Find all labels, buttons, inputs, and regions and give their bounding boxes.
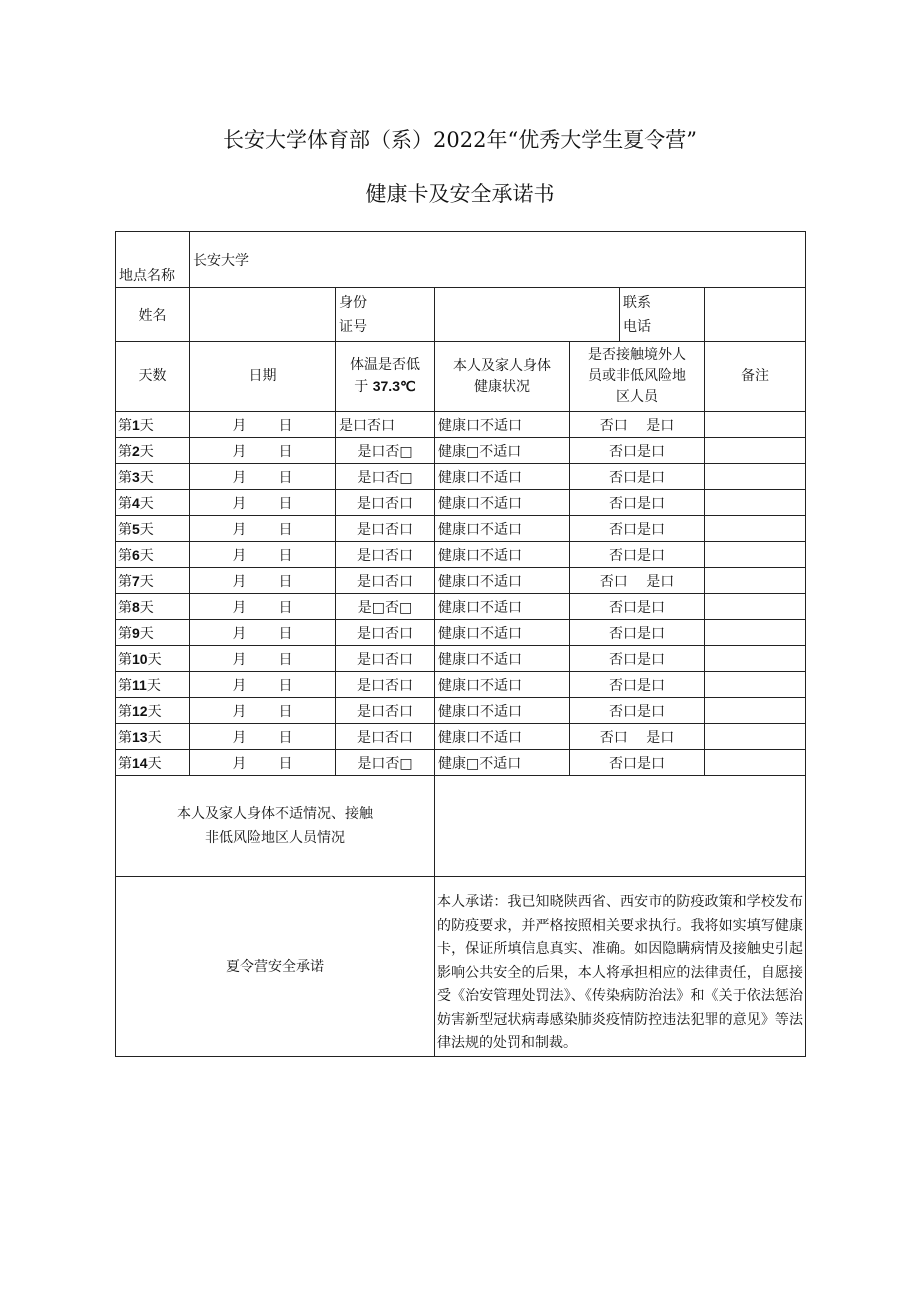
day-prefix: 第: [118, 729, 132, 746]
table-row: [116, 698, 806, 724]
header-remarks: 备注: [705, 342, 806, 412]
temperature-checkbox[interactable]: 是口否口: [336, 516, 435, 542]
day-of-month-label: 日: [278, 755, 293, 772]
day-suffix: 天: [139, 443, 154, 460]
remarks-cell[interactable]: [705, 516, 806, 542]
date-cell[interactable]: [190, 724, 336, 750]
day-number: 14: [132, 754, 148, 771]
contact-checkbox[interactable]: 否口是口: [570, 594, 705, 620]
day-number: 4: [132, 494, 140, 511]
temperature-checkbox[interactable]: 是口否口: [336, 568, 435, 594]
location-value[interactable]: 长安大学: [190, 232, 806, 288]
temperature-checkbox[interactable]: 是口否口: [336, 542, 435, 568]
discomfort-row: [116, 776, 806, 877]
day-of-month-label: 日: [278, 417, 293, 434]
month-label: 月: [232, 521, 247, 538]
day-prefix: 第: [118, 521, 132, 538]
remarks-cell[interactable]: [705, 646, 806, 672]
health-checkbox[interactable]: 健康口不适口: [435, 646, 570, 672]
day-prefix: 第: [118, 417, 132, 434]
location-row: [116, 232, 806, 288]
remarks-cell[interactable]: [705, 568, 806, 594]
remarks-cell[interactable]: [705, 412, 806, 438]
document-title-line2: 健康卡及安全承诺书: [365, 182, 555, 206]
discomfort-label: [116, 776, 435, 877]
contact-checkbox[interactable]: 否口是口: [570, 542, 705, 568]
day-number: 13: [132, 728, 148, 745]
header-contact: [570, 342, 705, 412]
day-number: 9: [132, 624, 140, 641]
remarks-cell[interactable]: [705, 672, 806, 698]
id-label: [336, 288, 435, 342]
day-label: [116, 568, 190, 594]
day-label: [116, 542, 190, 568]
day-prefix: 第: [118, 651, 132, 668]
day-prefix: 第: [118, 677, 132, 694]
phone-label-text: [623, 291, 671, 339]
month-label: 月: [232, 625, 247, 642]
health-checkbox[interactable]: 健康口不适口: [435, 724, 570, 750]
day-label: [116, 464, 190, 490]
day-suffix: 天: [139, 599, 154, 616]
id-label-line2: 证号: [339, 318, 367, 335]
date-cell[interactable]: [190, 620, 336, 646]
contact-checkbox[interactable]: 否口 是口: [570, 412, 705, 438]
discomfort-label-line1: 本人及家人身体不适情况、接触: [177, 806, 373, 822]
remarks-cell[interactable]: [705, 490, 806, 516]
date-cell[interactable]: [190, 646, 336, 672]
date-cell[interactable]: [190, 594, 336, 620]
day-label: [116, 490, 190, 516]
day-suffix: 天: [139, 547, 154, 564]
health-checkbox[interactable]: 健康口不适口: [435, 412, 570, 438]
day-of-month-label: 日: [278, 547, 293, 564]
name-row: [116, 288, 806, 342]
header-temp-line2a: 于: [354, 379, 369, 395]
day-of-month-label: 日: [278, 703, 293, 720]
header-health-line2: 健康状况: [474, 378, 530, 395]
contact-checkbox[interactable]: 否口是口: [570, 464, 705, 490]
header-contact-line1: 是否接触境外人: [588, 347, 686, 363]
day-suffix: 天: [139, 469, 154, 486]
day-suffix: 天: [139, 521, 154, 538]
month-label: 月: [232, 469, 247, 486]
id-label-line1: 身份: [339, 294, 367, 311]
discomfort-label-line2: 非低风险地区人员情况: [205, 830, 345, 846]
day-suffix: 天: [147, 703, 162, 720]
date-cell[interactable]: [190, 542, 336, 568]
pledge-text: 本人承诺：我已知晓陕西省、西安市的防疫政策和学校发布的防疫要求，并严格按照相关要求执行。我将如实填写健康卡，保证所填信息真实、准确。如因隐瞒病情及接触史引起影响公共安全的后果，本人将承担相应的法律责任，自愿接受《治安管理处罚法》、《传染病防治法》和《关于依法惩治妨害新型冠状病毒感染肺炎疫情防控违法犯罪的意见》等法律法规的处罚和制裁。: [435, 877, 806, 1057]
health-checkbox[interactable]: 健康口不适口: [435, 620, 570, 646]
contact-checkbox[interactable]: 否口是口: [570, 516, 705, 542]
day-label: [116, 594, 190, 620]
health-checkbox[interactable]: 健康口不适口: [435, 672, 570, 698]
remarks-cell[interactable]: [705, 464, 806, 490]
temperature-checkbox[interactable]: 是口否口: [336, 724, 435, 750]
day-of-month-label: 日: [278, 729, 293, 746]
header-health: [435, 342, 570, 412]
day-of-month-label: 日: [278, 573, 293, 590]
month-label: 月: [232, 599, 247, 616]
phone-label-line1: 联系: [623, 294, 651, 311]
id-field[interactable]: [435, 288, 620, 342]
day-number: 8: [132, 598, 140, 615]
day-suffix: 天: [139, 573, 154, 590]
header-temp-line2b: 37.3℃: [372, 378, 416, 394]
table-row: [116, 750, 806, 776]
day-of-month-label: 日: [278, 443, 293, 460]
health-checkbox[interactable]: 健康□不适口: [435, 438, 570, 464]
pledge-label: 夏令营安全承诺: [116, 877, 435, 1057]
month-label: 月: [232, 573, 247, 590]
remarks-cell[interactable]: [705, 724, 806, 750]
day-label: [116, 516, 190, 542]
remarks-cell[interactable]: [705, 438, 806, 464]
contact-checkbox[interactable]: 否口是口: [570, 646, 705, 672]
remarks-cell[interactable]: [705, 698, 806, 724]
remarks-cell[interactable]: [705, 750, 806, 776]
date-cell[interactable]: [190, 516, 336, 542]
month-label: 月: [232, 729, 247, 746]
table-row: [116, 490, 806, 516]
day-label: [116, 438, 190, 464]
day-label: [116, 620, 190, 646]
name-field[interactable]: [190, 288, 336, 342]
health-checkbox[interactable]: 健康口不适口: [435, 542, 570, 568]
header-date: 日期: [190, 342, 336, 412]
day-number: 2: [132, 442, 140, 459]
date-cell[interactable]: [190, 568, 336, 594]
day-suffix: 天: [146, 677, 161, 694]
day-prefix: 第: [118, 443, 132, 460]
day-number: 6: [132, 546, 140, 563]
health-checkbox[interactable]: 健康口不适口: [435, 464, 570, 490]
pledge-row: [116, 877, 806, 1057]
day-prefix: 第: [118, 755, 132, 772]
temperature-checkbox[interactable]: 是口否□: [336, 464, 435, 490]
month-label: 月: [232, 677, 247, 694]
table-row: [116, 672, 806, 698]
date-cell[interactable]: [190, 672, 336, 698]
table-row: [116, 646, 806, 672]
day-of-month-label: 日: [278, 495, 293, 512]
temperature-checkbox[interactable]: 是口否口: [336, 646, 435, 672]
day-number: 3: [132, 468, 140, 485]
day-of-month-label: 日: [278, 651, 293, 668]
day-label: [116, 698, 190, 724]
remarks-cell[interactable]: [705, 594, 806, 620]
table-row: [116, 516, 806, 542]
date-cell[interactable]: [190, 490, 336, 516]
day-of-month-label: 日: [278, 469, 293, 486]
day-label: [116, 646, 190, 672]
health-checkbox[interactable]: 健康□不适口: [435, 750, 570, 776]
contact-checkbox[interactable]: 否口 是口: [570, 568, 705, 594]
month-label: 月: [232, 755, 247, 772]
header-row: [116, 342, 806, 412]
day-number: 10: [132, 650, 148, 667]
temperature-checkbox[interactable]: 是口否口: [336, 412, 435, 438]
day-number: 1: [132, 416, 140, 433]
day-number: 11: [132, 676, 147, 693]
header-temp-line1: 体温是否低: [350, 357, 420, 373]
health-checkbox[interactable]: 健康口不适口: [435, 516, 570, 542]
name-label: 姓名: [116, 288, 190, 342]
month-label: 月: [232, 495, 247, 512]
temperature-checkbox[interactable]: 是口否口: [336, 490, 435, 516]
date-cell[interactable]: [190, 464, 336, 490]
phone-label: [620, 288, 705, 342]
day-prefix: 第: [118, 469, 132, 486]
table-row: [116, 464, 806, 490]
day-number: 5: [132, 520, 140, 537]
phone-label-line2: 电话: [623, 318, 651, 335]
header-health-line1: 本人及家人身体: [453, 357, 551, 374]
month-label: 月: [232, 651, 247, 668]
temperature-checkbox[interactable]: 是口否口: [336, 672, 435, 698]
day-label: [116, 724, 190, 750]
date-cell[interactable]: [190, 438, 336, 464]
temperature-checkbox[interactable]: 是□否□: [336, 594, 435, 620]
temperature-checkbox[interactable]: 是口否口: [336, 620, 435, 646]
day-suffix: 天: [147, 651, 162, 668]
contact-checkbox[interactable]: 否口是口: [570, 620, 705, 646]
month-label: 月: [232, 703, 247, 720]
contact-checkbox[interactable]: 否口 是口: [570, 724, 705, 750]
day-label: [116, 412, 190, 438]
day-prefix: 第: [118, 599, 132, 616]
health-checkbox[interactable]: 健康口不适口: [435, 698, 570, 724]
table-row: [116, 594, 806, 620]
health-checkbox[interactable]: 健康口不适口: [435, 594, 570, 620]
phone-field[interactable]: [705, 288, 806, 342]
document-title-line1: 长安大学体育部（系）2022年“优秀大学生夏令营”: [223, 128, 697, 152]
remarks-cell[interactable]: [705, 620, 806, 646]
contact-checkbox[interactable]: 否口是口: [570, 438, 705, 464]
temperature-checkbox[interactable]: 是口否□: [336, 438, 435, 464]
day-number: 7: [132, 572, 140, 589]
table-row: [116, 542, 806, 568]
date-cell[interactable]: [190, 412, 336, 438]
discomfort-field[interactable]: [435, 776, 806, 877]
contact-checkbox[interactable]: 否口是口: [570, 490, 705, 516]
day-prefix: 第: [118, 625, 132, 642]
table-row: [116, 438, 806, 464]
day-label: [116, 672, 190, 698]
day-of-month-label: 日: [278, 599, 293, 616]
health-card-table: [115, 231, 806, 1057]
day-of-month-label: 日: [278, 521, 293, 538]
day-of-month-label: 日: [278, 677, 293, 694]
location-label: 地点名称: [116, 232, 190, 288]
contact-checkbox[interactable]: 否口是口: [570, 672, 705, 698]
header-contact-line3: 区人员: [616, 389, 658, 405]
day-suffix: 天: [147, 755, 162, 772]
month-label: 月: [232, 417, 247, 434]
table-row: [116, 620, 806, 646]
day-suffix: 天: [139, 417, 154, 434]
month-label: 月: [232, 443, 247, 460]
table-row: [116, 724, 806, 750]
day-number: 12: [132, 702, 148, 719]
contact-checkbox[interactable]: 否口是口: [570, 750, 705, 776]
table-row: [116, 568, 806, 594]
day-prefix: 第: [118, 495, 132, 512]
day-suffix: 天: [147, 729, 162, 746]
temperature-checkbox[interactable]: 是口否□: [336, 750, 435, 776]
header-days: 天数: [116, 342, 190, 412]
day-of-month-label: 日: [278, 625, 293, 642]
header-contact-line2: 员或非低风险地: [588, 368, 686, 384]
month-label: 月: [232, 547, 247, 564]
contact-checkbox[interactable]: 否口是口: [570, 698, 705, 724]
day-suffix: 天: [139, 625, 154, 642]
temperature-checkbox[interactable]: 是口否口: [336, 698, 435, 724]
date-cell[interactable]: [190, 750, 336, 776]
remarks-cell[interactable]: [705, 542, 806, 568]
day-prefix: 第: [118, 703, 132, 720]
day-rows: [116, 412, 806, 776]
day-prefix: 第: [118, 547, 132, 564]
health-checkbox[interactable]: 健康口不适口: [435, 568, 570, 594]
day-label: [116, 750, 190, 776]
day-prefix: 第: [118, 573, 132, 590]
date-cell[interactable]: [190, 698, 336, 724]
header-temperature: [336, 342, 435, 412]
health-checkbox[interactable]: 健康口不适口: [435, 490, 570, 516]
table-row: [116, 412, 806, 438]
day-suffix: 天: [139, 495, 154, 512]
